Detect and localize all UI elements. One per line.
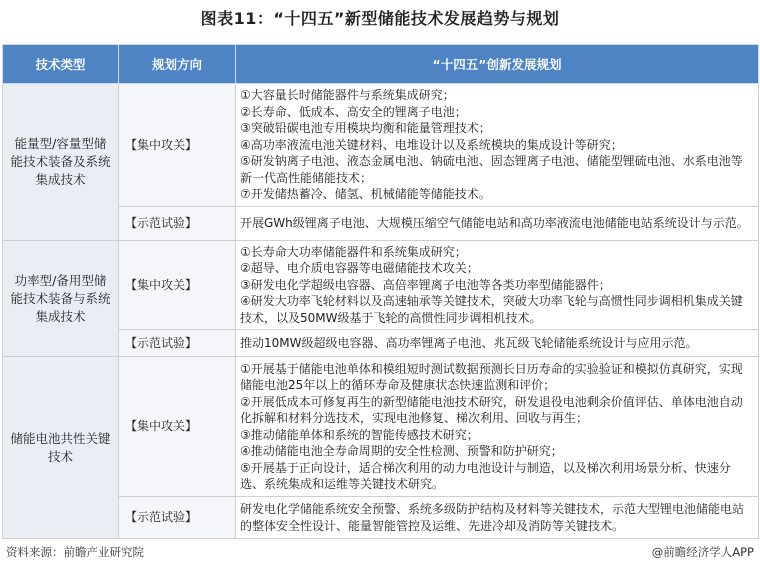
plan-line: 推动10MW级超级电容器、高功率锂离子电池、兆瓦级飞轮储能系统设计与应用示范。 — [240, 335, 698, 350]
plan-cell — [236, 357, 759, 497]
plan-line: ⑦开发储热蓄冷、储氢、机械储能等储能技术。 — [240, 187, 491, 202]
table-row — [3, 84, 759, 207]
table-row — [3, 241, 759, 330]
plan-table — [2, 44, 758, 539]
category-cell: 储能电池共性关键技术 — [3, 357, 119, 539]
direction-cell: 【集中攻关】 — [119, 241, 236, 330]
header-direction: 规划方向 — [119, 45, 236, 84]
footer — [6, 544, 754, 562]
plan-line: ①大容量长时储能器件与系统集成研究； — [240, 88, 455, 103]
direction-cell: 【集中攻关】 — [119, 84, 236, 207]
table-row — [3, 357, 759, 497]
plan-line: ⑤开展基于正向设计，适合梯次利用的动力电池设计与制造，以及梯次利用场景分析、快速分选、系统集成和运维等关键技术研究。 — [240, 460, 731, 491]
plan-line: ③突破铅碳电池专用模块均衡和能量管理技术； — [240, 121, 491, 136]
source-note: 资料来源：前瞻产业研究院 — [6, 545, 144, 559]
direction-cell: 【示范试验】 — [119, 497, 236, 539]
plan-line: ④研发大功率飞轮材料以及高速轴承等关键技术，突破大功率飞轮与高惯性同步调相机集成关键技术，以及50MW级基于飞轮的高惯性同步调相机技术。 — [240, 294, 743, 325]
plan-line: ④高功率液流电池关键材料、电堆设计以及系统模块的集成设计等研究； — [240, 137, 623, 152]
plan-cell — [236, 84, 759, 207]
page-title: 图表11：“十四五”新型储能技术发展趋势与规划 — [200, 9, 560, 28]
direction-cell: 【集中攻关】 — [119, 357, 236, 497]
plan-cell — [236, 497, 759, 539]
header-tech-type: 技术类型 — [3, 45, 119, 84]
plan-line: ③推动储能单体和系统的智能传感技术研究； — [240, 427, 479, 442]
plan-line: ①开展基于储能电池单体和模组短时测试数据预测长日历寿命的实验验证和模拟仿真研究，实现储能电池25年以上的循环寿命及健康状态快速监测和评价； — [240, 361, 743, 392]
plan-line: ①长寿命大功率储能器件和系统集成研究； — [240, 244, 467, 259]
credit-note: @前瞻经济学人APP — [651, 545, 754, 559]
plan-cell — [236, 207, 759, 241]
plan-line: ③研发电化学超级电容器、高倍率锂离子电池等各类功率型储能器件； — [240, 277, 611, 292]
plan-cell — [236, 241, 759, 330]
plan-line: 研发电化学储能系统安全预警、系统多级防护结构及材料等关键技术，示范大型锂电池储能电站的整体安全性设计、能量智能管控及运维、先进冷却及消防等关键技术。 — [240, 502, 745, 533]
table-header-row — [3, 45, 759, 84]
direction-cell: 【示范试验】 — [119, 330, 236, 357]
category-cell: 能量型/容量型储能技术装备及系统集成技术 — [3, 84, 119, 241]
plan-line: ②超导、电介质电容器等电磁储能技术攻关； — [240, 261, 479, 276]
plan-cell — [236, 330, 759, 357]
plan-line: ⑤研发钠离子电池、液态金属电池、钠硫电池、固态锂离子电池、储能型锂硫电池、水系电池等新一代高性能储能技术； — [240, 154, 743, 185]
category-cell: 功率型/备用型储能技术装备与系统集成技术 — [3, 241, 119, 357]
plan-line: ④推动储能电池全寿命周期的安全性检测、预警和防护研究； — [240, 444, 563, 458]
plan-line: 开展GWh级锂离子电池、大规模压缩空气储能电站和高功率液流电池储能电站系统设计与示范。 — [240, 216, 749, 231]
plan-line: ②开展低成本可修复再生的新型储能电池技术研究，研发退役电池剩余价值评估、单体电池自动化拆解和材料分选技术，实现电池修复、梯次利用、回收与再生； — [240, 394, 743, 425]
header-plan: “十四五”创新发展规划 — [236, 45, 759, 84]
direction-cell: 【示范试验】 — [119, 207, 236, 241]
plan-line: ②长寿命、低成本、高安全的锂离子电池； — [240, 104, 467, 119]
